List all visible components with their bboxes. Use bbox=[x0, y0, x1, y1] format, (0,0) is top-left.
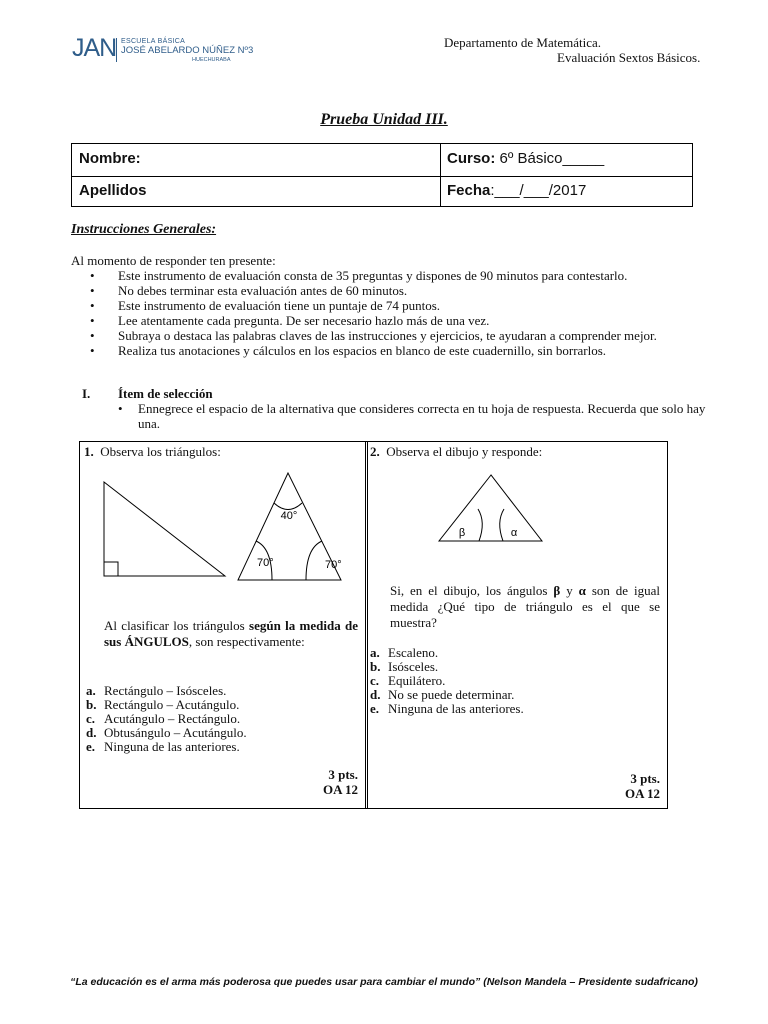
questions-box bbox=[79, 441, 668, 809]
q2-text-a: Si, en el dibujo, los ángulos bbox=[390, 583, 554, 598]
q1-options bbox=[86, 684, 247, 754]
q2-text-c: son de igual medida ¿Qué tipo de triángulo es el que se muestra? bbox=[390, 583, 660, 630]
instruction-item: • Este instrumento de evaluación consta de 35 preguntas y dispones de 90 minutos para contestarlo. bbox=[90, 268, 702, 283]
option-letter: d. bbox=[86, 725, 97, 740]
q1-option-e[interactable] bbox=[86, 740, 247, 754]
logo-line-3: HUECHURABA bbox=[192, 57, 231, 63]
angle-arc-right bbox=[306, 541, 322, 580]
q2-option-d[interactable] bbox=[370, 688, 524, 702]
q2-figure bbox=[368, 442, 668, 552]
q1-option-c[interactable] bbox=[86, 712, 247, 726]
option-text: Obtusángulo – Acutángulo. bbox=[104, 725, 247, 740]
right-triangle bbox=[104, 482, 225, 576]
q1-score bbox=[260, 767, 358, 797]
q2-text-b: y bbox=[560, 583, 579, 598]
q1-text-bold: según la medida de sus ÁNGULOS bbox=[104, 618, 358, 649]
option-text: Rectángulo – Acutángulo. bbox=[104, 697, 240, 712]
q2-beta-inline: β bbox=[553, 583, 561, 598]
q1-text-pre: Al clasificar los triángulos bbox=[104, 618, 250, 633]
logo-divider bbox=[116, 38, 117, 62]
beta-label: β bbox=[458, 527, 466, 539]
option-text: No se puede determinar. bbox=[388, 687, 515, 702]
angle-arc-top bbox=[274, 503, 302, 510]
nombre-field[interactable] bbox=[79, 150, 141, 167]
instruction-item: • Lee atentamente cada pregunta. De ser necesario hazlo más de una vez. bbox=[90, 313, 702, 328]
option-text: Isósceles. bbox=[388, 659, 439, 674]
q1-points: 3 pts. bbox=[328, 767, 358, 782]
q1-option-d[interactable] bbox=[86, 726, 247, 740]
q2-alpha-inline: α bbox=[578, 583, 586, 598]
logo-line-1: ESCUELA BÁSICA bbox=[121, 38, 186, 45]
q1-number: 1. bbox=[84, 444, 94, 459]
curso-field[interactable] bbox=[447, 150, 604, 167]
page-title: Prueba Unidad III. bbox=[320, 111, 448, 128]
q2-options bbox=[370, 646, 524, 716]
option-text: Escaleno. bbox=[388, 645, 439, 660]
apellidos-field[interactable] bbox=[79, 182, 147, 199]
q2-oa: OA 12 bbox=[624, 786, 660, 801]
q2-question bbox=[390, 583, 660, 631]
apellidos-label: Apellidos bbox=[79, 182, 147, 199]
q2-option-b[interactable] bbox=[370, 660, 524, 674]
option-text: Acutángulo – Rectángulo. bbox=[104, 711, 241, 726]
option-letter: e. bbox=[370, 701, 380, 716]
angle-top-label: 40° bbox=[280, 510, 298, 522]
q2-option-e[interactable] bbox=[370, 702, 524, 716]
section-instruction: • Ennegrece el espacio de la alternativa que consideres correcta en tu hoja de respuesta. Recuerda que solo hay una. bbox=[118, 401, 718, 431]
instructions-title: Instrucciones Generales: bbox=[71, 222, 217, 237]
q1-option-a[interactable] bbox=[86, 684, 247, 698]
option-text: Ninguna de las anteriores. bbox=[104, 739, 240, 754]
footer-quote: “La educación es el arma más poderosa que puedes usar para cambiar el mundo” (Nelson Mandela – Presidente sudafricano) bbox=[70, 976, 698, 988]
angle-left-label: 70° bbox=[257, 557, 274, 569]
logo-mark: JAN bbox=[72, 34, 117, 62]
fecha-value: :___/___/2017 bbox=[490, 182, 587, 199]
q2-triangle bbox=[439, 475, 542, 541]
q1-prompt-text: Observa los triángulos: bbox=[100, 444, 221, 459]
option-letter: a. bbox=[86, 683, 96, 698]
alpha-label: α bbox=[510, 527, 518, 539]
q2-option-c[interactable] bbox=[370, 674, 524, 688]
angle-right-label: 70° bbox=[325, 559, 342, 571]
option-text: Ninguna de las anteriores. bbox=[388, 701, 524, 716]
alpha-arc bbox=[500, 509, 504, 541]
evaluation-label: Evaluación Sextos Básicos. bbox=[557, 50, 701, 65]
q2-option-a[interactable] bbox=[370, 646, 524, 660]
option-letter: e. bbox=[86, 739, 96, 754]
q1-question bbox=[104, 618, 358, 650]
q1-option-b[interactable] bbox=[86, 698, 247, 712]
q2-points: 3 pts. bbox=[630, 771, 660, 786]
section-number: I. bbox=[82, 386, 91, 401]
q1-figures bbox=[80, 442, 365, 592]
option-letter: a. bbox=[370, 645, 380, 660]
curso-value: 6º Básico_____ bbox=[499, 150, 605, 167]
department-label: Departamento de Matemática. bbox=[444, 35, 602, 50]
instruction-item: • Subraya o destaca las palabras claves de las instrucciones y ejercicios, te ayudaran a comprender mejor. bbox=[90, 328, 702, 343]
option-letter: d. bbox=[370, 687, 381, 702]
q2-prompt-text: Observa el dibujo y responde: bbox=[386, 444, 543, 459]
option-text: Rectángulo – Isósceles. bbox=[104, 683, 227, 698]
instruction-item: • No debes terminar esta evaluación antes de 60 minutos. bbox=[90, 283, 702, 298]
option-text: Equilátero. bbox=[388, 673, 446, 688]
option-letter: b. bbox=[86, 697, 97, 712]
right-angle-mark bbox=[104, 562, 118, 576]
q1-text-post: , son respectivamente: bbox=[188, 634, 305, 649]
option-letter: c. bbox=[86, 711, 96, 726]
beta-arc bbox=[478, 509, 482, 541]
instructions-intro: Al momento de responder ten presente: bbox=[71, 253, 276, 268]
q2-score bbox=[560, 771, 660, 801]
section-title: Ítem de selección bbox=[118, 386, 213, 401]
logo-line-2: JOSÉ ABELARDO NÚÑEZ Nº3 bbox=[121, 45, 254, 56]
instruction-item: • Realiza tus anotaciones y cálculos en los espacios en blanco de este cuadernillo, sin borrarlos. bbox=[90, 343, 702, 358]
fecha-label: Fecha bbox=[447, 182, 491, 199]
student-info-table bbox=[71, 143, 693, 207]
fecha-field[interactable] bbox=[447, 182, 586, 199]
instruction-item: • Este instrumento de evaluación tiene un puntaje de 74 puntos. bbox=[90, 298, 702, 313]
instructions-list bbox=[90, 268, 702, 358]
nombre-label: Nombre: bbox=[79, 150, 141, 167]
q1-oa: OA 12 bbox=[322, 782, 358, 797]
option-letter: c. bbox=[370, 673, 380, 688]
option-letter: b. bbox=[370, 659, 381, 674]
q2-number: 2. bbox=[370, 444, 380, 459]
curso-label: Curso: bbox=[447, 150, 496, 167]
school-logo bbox=[72, 34, 262, 68]
